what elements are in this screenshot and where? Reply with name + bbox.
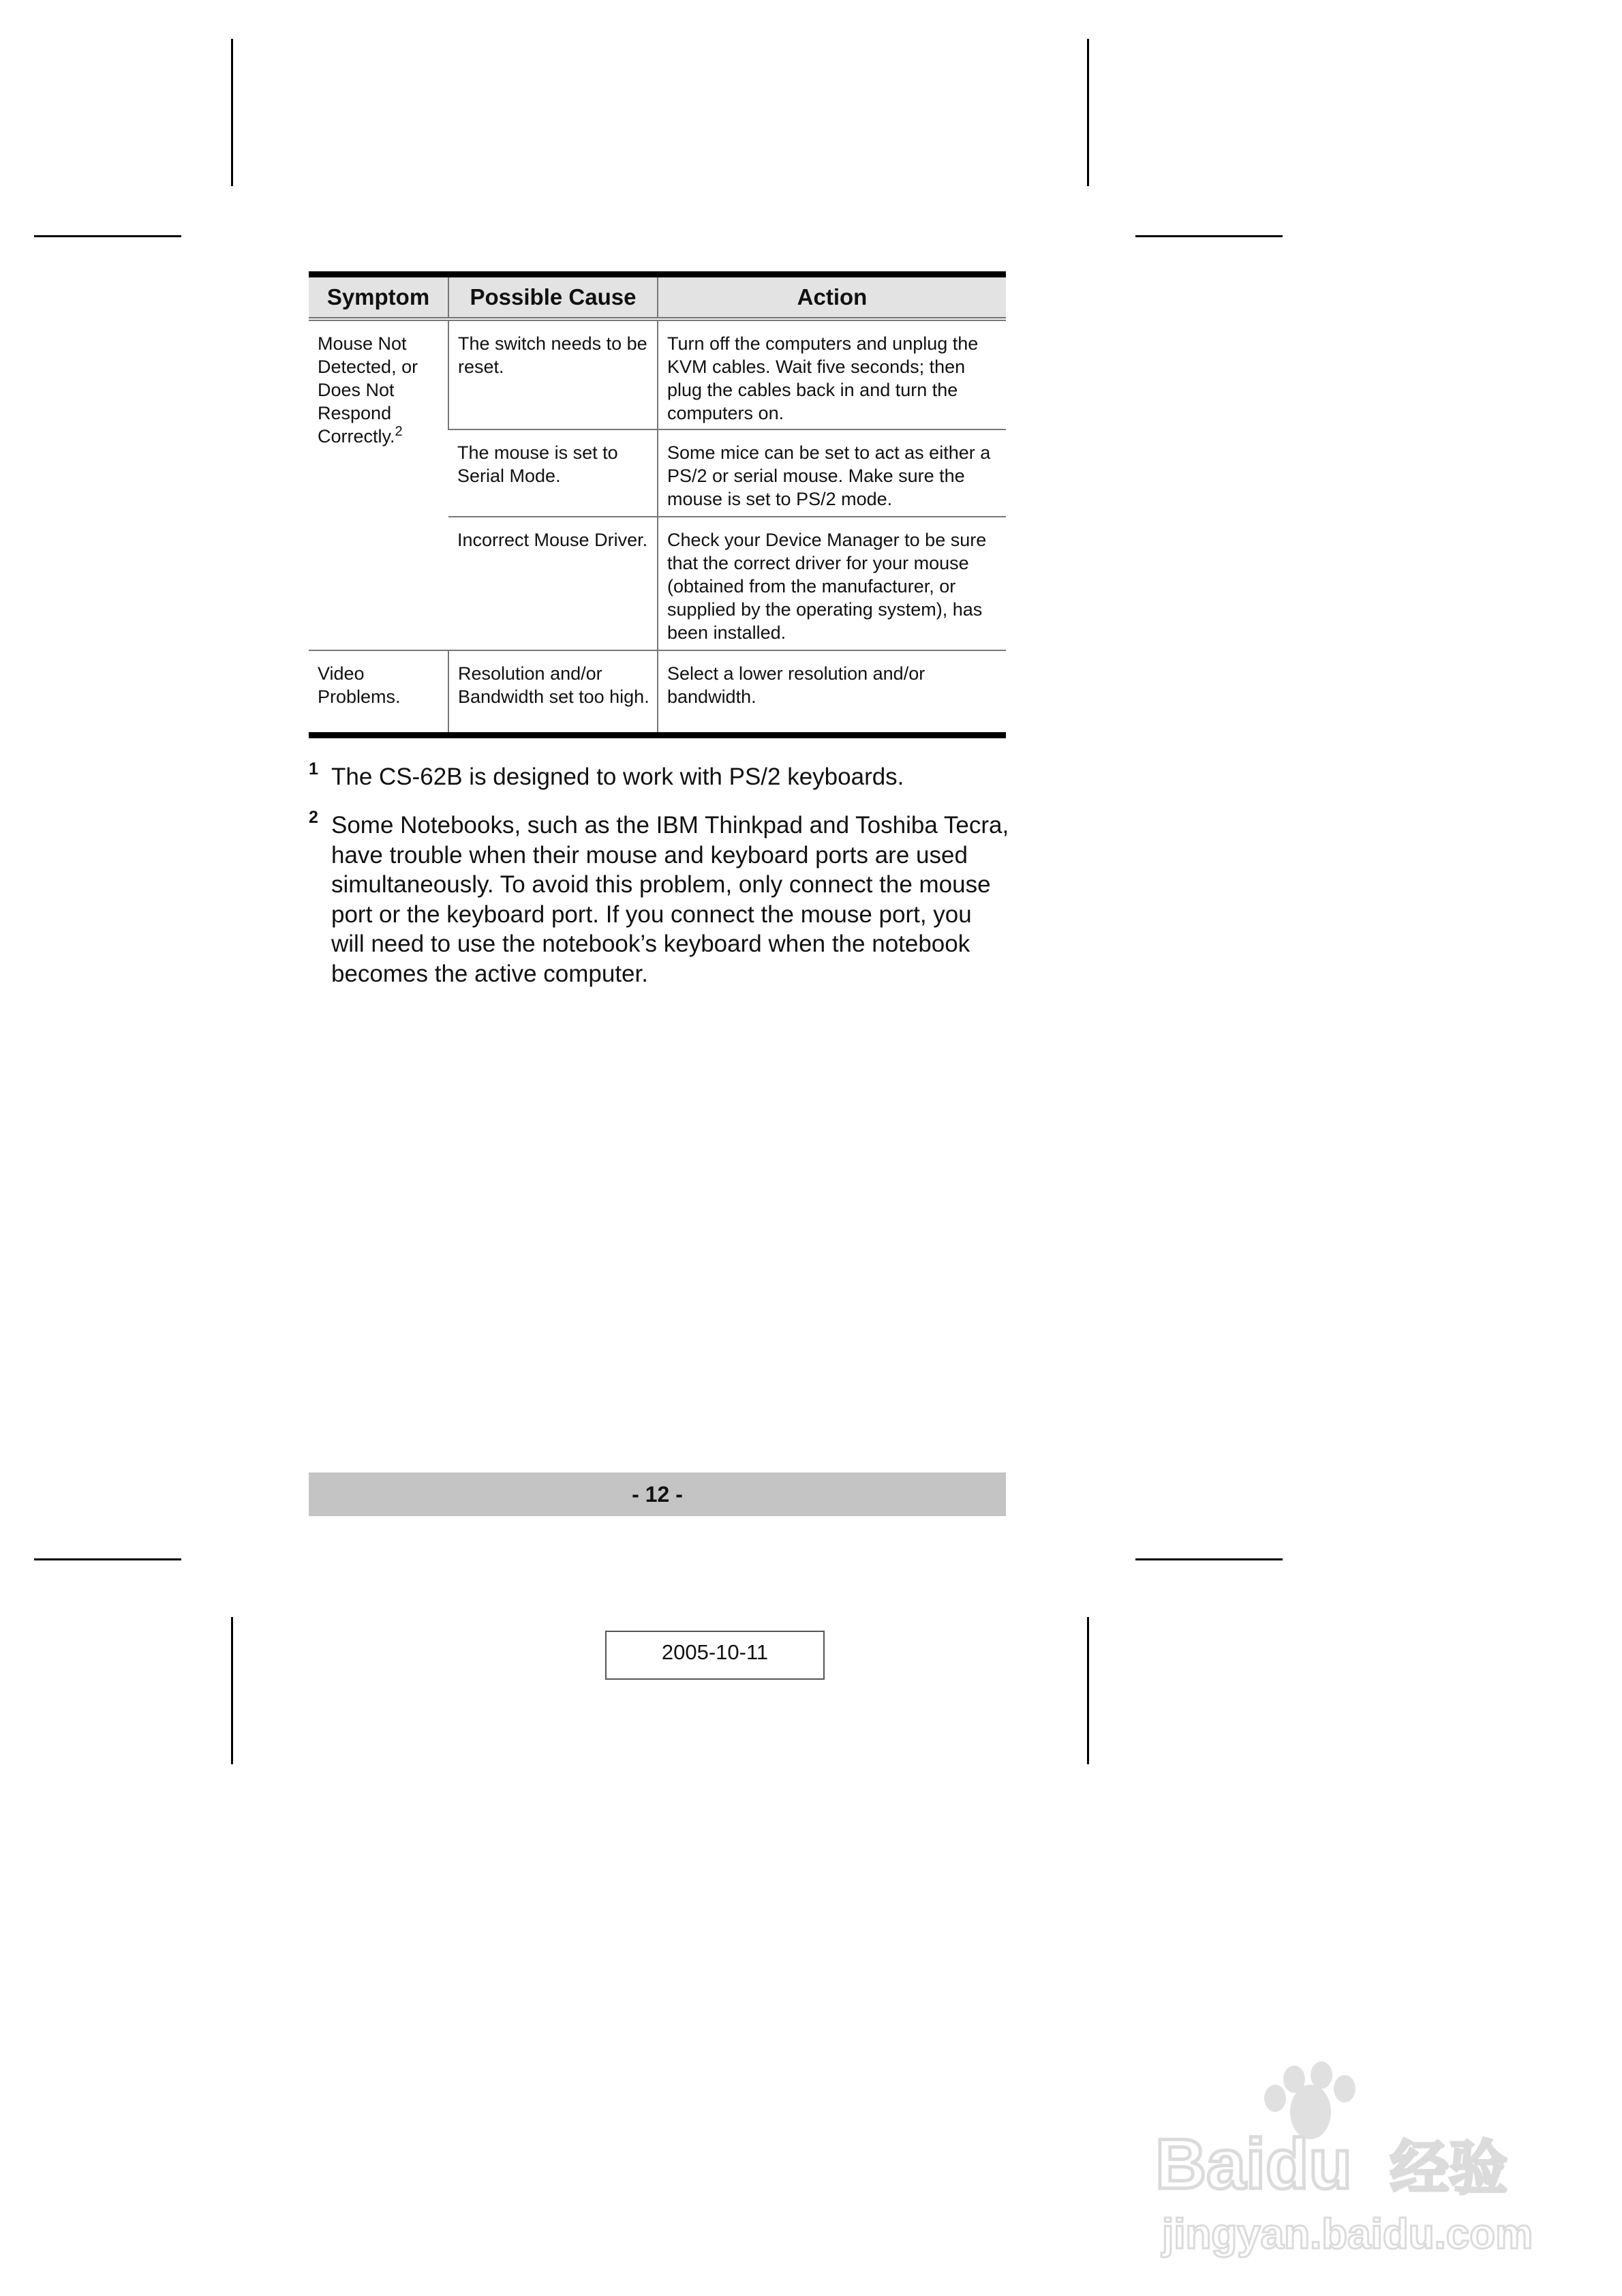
footnote-ref: 2 (395, 424, 403, 439)
footnote-mark: 2 (309, 808, 318, 827)
troubleshooting-table (309, 271, 1006, 738)
crop-mark-bottom-right-horizontal (1135, 1558, 1283, 1560)
symptom-text: Mouse Not Detected, or Does Not Respond Correctly. (318, 333, 418, 447)
action-cell: Select a lower resolution and/or bandwidth. (658, 650, 1006, 735)
crop-mark-top-left-vertical (231, 39, 233, 186)
watermark-brand: Baidu (1155, 2125, 1352, 2204)
cause-cell: The switch needs to be reset. (448, 319, 658, 429)
table-row (309, 650, 1006, 735)
crop-mark-bottom-left-vertical (231, 1617, 233, 1764)
action-cell: Turn off the computers and unplug the KVM cables. Wait five seconds; then plug the cables back in and turn the computers on. (658, 319, 1006, 429)
cause-cell: Resolution and/or Bandwidth set too high. (448, 650, 658, 735)
header-symptom: Symptom (309, 275, 448, 320)
crop-mark-top-right-vertical (1087, 39, 1089, 186)
baidu-watermark (1155, 2059, 1537, 2263)
footnote-1 (309, 759, 1011, 792)
footnote-text: Some Notebooks, such as the IBM Thinkpad and Toshiba Tecra, have trouble when their mouse and keyboard ports are used simultaneously. To avoid this problem, only connect the mouse port or the keyboard port. If you connect the mouse port, you will need to use the notebook’s keyboard when the notebook becomes the active computer. (331, 812, 1009, 987)
header-possible-cause: Possible Cause (448, 275, 658, 320)
action-cell: Check your Device Manager to be sure that the correct driver for your mouse (obtained from the manufacturer, or supplied by the operating system), has been installed. (658, 517, 1006, 650)
crop-mark-bottom-left-horizontal (34, 1558, 181, 1560)
symptom-cell (309, 319, 448, 650)
crop-mark-top-left-horizontal (34, 235, 181, 237)
crop-mark-bottom-right-vertical (1087, 1617, 1089, 1764)
page-number-bar (309, 1472, 1006, 1516)
watermark-url: jingyan.baidu.com (1162, 2211, 1533, 2258)
table-header-row (309, 275, 1006, 320)
date-text: 2005-10-11 (661, 1640, 769, 1664)
cause-cell: Incorrect Mouse Driver. (448, 517, 658, 650)
header-action: Action (658, 275, 1006, 320)
footnote-mark: 1 (309, 759, 318, 779)
date-stamp (605, 1631, 825, 1680)
crop-mark-top-right-horizontal (1135, 235, 1283, 237)
watermark-cn: 经验 (1390, 2134, 1508, 2203)
table-row (309, 319, 1006, 429)
symptom-cell: Video Problems. (318, 663, 401, 707)
page-number: - 12 - (632, 1482, 683, 1507)
cause-cell: The mouse is set to Serial Mode. (448, 429, 658, 517)
action-cell: Some mice can be set to act as either a PS/2 or serial mouse. Make sure the mouse is set to PS/2 mode. (658, 429, 1006, 517)
footnote-text: The CS-62B is designed to work with PS/2 keyboards. (331, 764, 904, 790)
footnote-2 (309, 808, 1011, 988)
watermark-graphic (1155, 2059, 1537, 2263)
